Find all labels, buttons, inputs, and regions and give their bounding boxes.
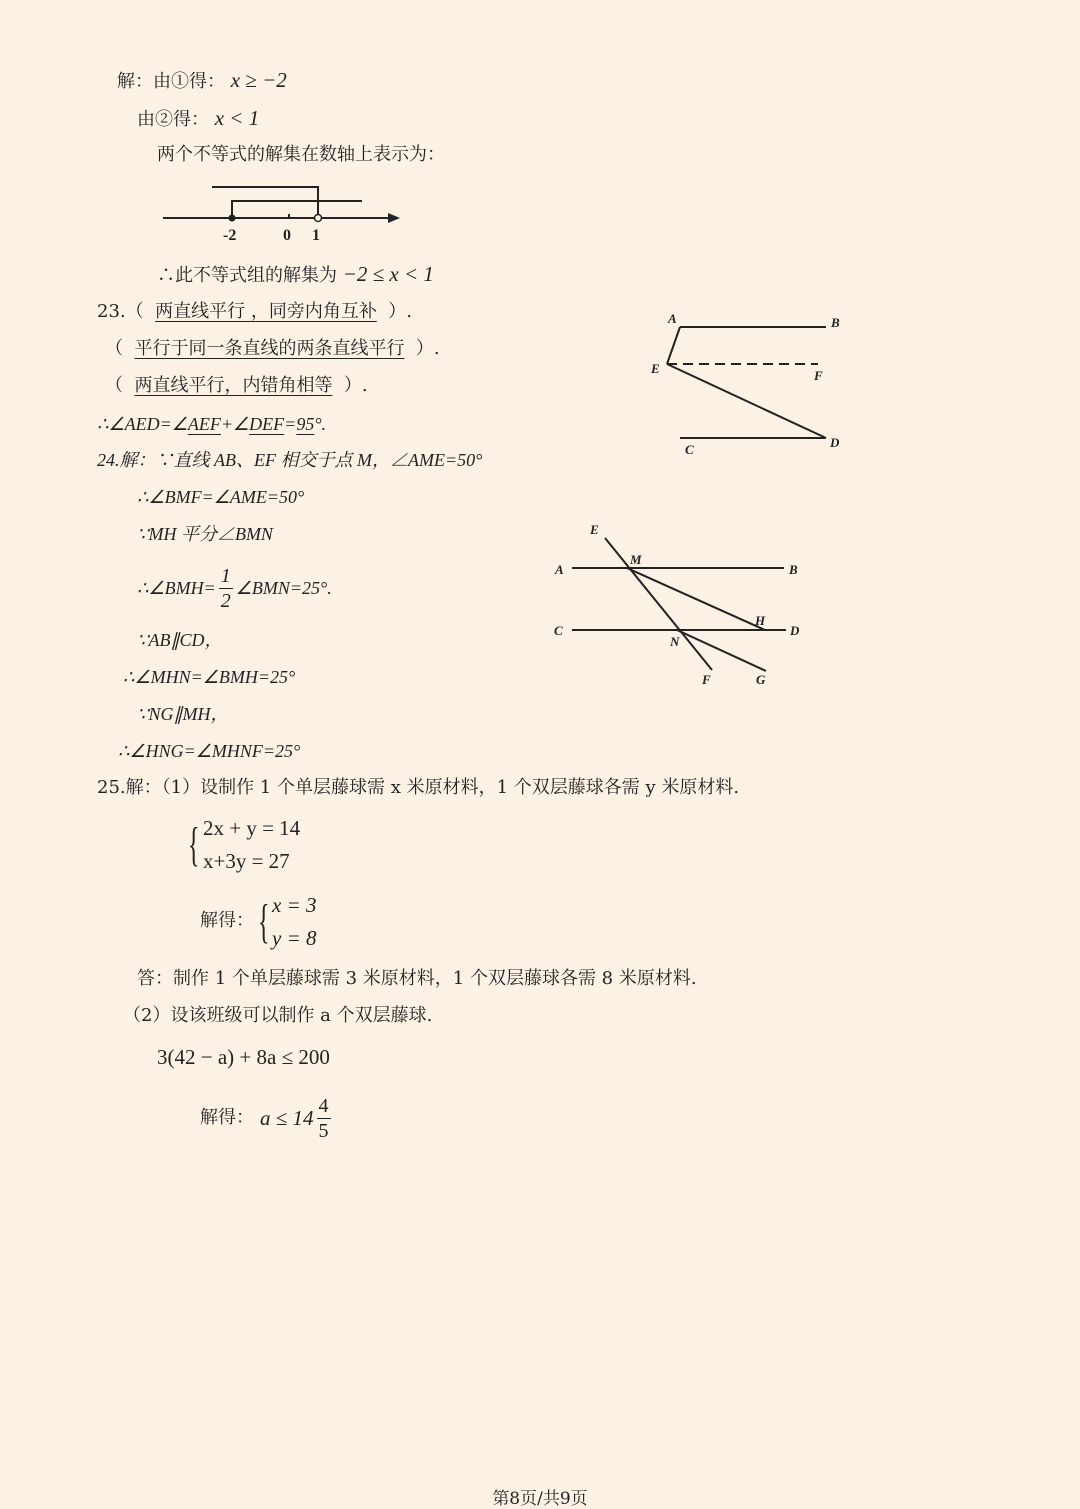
q25-result-den: 5 bbox=[318, 1119, 329, 1142]
q24-line5: ∵AB∥CD， bbox=[137, 630, 223, 650]
q25-line1: 25.解：（1）设制作 1 个单层藤球需 x 米原材料，1 个双层藤球各需 y 米原材料. bbox=[97, 777, 740, 798]
q24-fig-label-c: C bbox=[554, 623, 563, 638]
q23-number: 23. bbox=[97, 301, 126, 322]
q24-line4-a: ∴∠BMH= bbox=[137, 578, 216, 598]
q25-sol1: x = 3 bbox=[272, 893, 317, 917]
q23-final-suffix: °. bbox=[314, 414, 327, 434]
q24-line7: ∵NG∥MH， bbox=[137, 704, 229, 724]
q24-fraction-den: 2 bbox=[220, 589, 231, 612]
q24-fig-label-a: A bbox=[555, 562, 564, 577]
q23-line2: （ 平行于同一条直线的两条直线平行 ）. bbox=[105, 338, 440, 359]
q25-result-fraction bbox=[317, 1094, 331, 1143]
q25-system-brace: { bbox=[188, 818, 200, 871]
q23-fig-label-e: E bbox=[651, 361, 660, 376]
q23-blank3: 两直线平行，内错角相等 bbox=[134, 375, 333, 396]
q22-line3: 两个不等式的解集在数轴上表示为： bbox=[157, 144, 445, 165]
q24-line2: ∴∠BMF=∠AME=50° bbox=[137, 487, 305, 507]
q23-fig-label-d: D bbox=[830, 435, 840, 450]
q24-fraction-num: 1 bbox=[220, 564, 231, 587]
q24-line3: ∵MH 平分∠BMN bbox=[137, 524, 273, 544]
q25-solution-brace: { bbox=[258, 895, 270, 948]
q23-line3: （ 两直线平行，内错角相等 ）. bbox=[105, 375, 368, 396]
number-line-label-minus2: -2 bbox=[223, 227, 237, 244]
q23-final-eq: = bbox=[284, 414, 297, 434]
q24-line8: ∴∠HNG=∠MHNF=25° bbox=[118, 741, 301, 761]
q23-final-blank1: AEF bbox=[187, 414, 221, 434]
q25-inequality: 3(42 − a) + 8a ≤ 200 bbox=[157, 1045, 330, 1069]
q24-fig-label-m: M bbox=[630, 552, 642, 567]
q24-fig-label-b: B bbox=[789, 562, 798, 577]
q22-line2-text: 由②得： bbox=[137, 109, 209, 130]
q25-result-label: 解得： bbox=[200, 1107, 254, 1128]
q24-line1: 24.解：∵直线 AB、EF 相交于点 M，∠AME=50° bbox=[97, 450, 483, 470]
q23-fig-label-f: F bbox=[814, 368, 823, 383]
q23-blank2: 平行于同一条直线的两条直线平行 bbox=[134, 338, 405, 359]
q25-solve-label: 解得： bbox=[200, 910, 254, 931]
q24-line6: ∴∠MHN=∠BMH=25° bbox=[123, 667, 296, 687]
number-line-label-1: 1 bbox=[312, 227, 320, 244]
q24-fig-label-n: N bbox=[670, 634, 680, 649]
q24-fig-label-e: E bbox=[590, 522, 599, 537]
q25-result-prefix: a ≤ 14 bbox=[260, 1106, 314, 1130]
q24-fig-label-d: D bbox=[790, 623, 800, 638]
q22-line1-math: x ≥ −2 bbox=[230, 68, 287, 92]
q23-final-blank3: 95 bbox=[296, 414, 315, 434]
q22-line2-math: x < 1 bbox=[214, 106, 260, 130]
q23-fig-label-b: B bbox=[831, 315, 840, 330]
q24-line4-b: ∠BMN=25°. bbox=[235, 578, 332, 598]
q23-blank1: 两直线平行 ，同旁内角互补 bbox=[155, 301, 377, 322]
q22-line1-text: 解：由①得： bbox=[117, 71, 225, 92]
q25-eq1: 2x + y = 14 bbox=[203, 816, 301, 840]
q23-line1: 23.（ 两直线平行 ，同旁内角互补 ）. bbox=[97, 301, 412, 322]
q24-fig-label-f: F bbox=[702, 672, 711, 687]
q25-part2: （2）设该班级可以制作 a 个双层藤球. bbox=[123, 1005, 433, 1026]
q25-result-num: 4 bbox=[318, 1094, 329, 1117]
q22-conclusion-text: ∴此不等式组的解集为 bbox=[157, 265, 337, 286]
q25-answer: 答：制作 1 个单层藤球需 3 米原材料，1 个双层藤球各需 8 米原材料. bbox=[137, 968, 697, 989]
q23-final-plus: +∠ bbox=[220, 414, 250, 434]
q24-fig-label-g: G bbox=[756, 672, 766, 687]
q25-sol2: y = 8 bbox=[272, 926, 317, 950]
q23-fig-label-c: C bbox=[685, 442, 694, 457]
q25-result bbox=[200, 1090, 334, 1146]
q22-conclusion-math: −2 ≤ x < 1 bbox=[342, 262, 434, 286]
q23-fig-label-a: A bbox=[668, 311, 677, 326]
page-footer: 第8页/共9页 bbox=[492, 1489, 588, 1509]
q25-eq2: x+3y = 27 bbox=[203, 849, 290, 873]
q23-final-blank2: DEF bbox=[249, 414, 285, 434]
q24-fig-label-h: H bbox=[755, 613, 766, 628]
q23-final-prefix: ∴∠AED=∠ bbox=[97, 414, 188, 434]
number-line-label-0: 0 bbox=[283, 227, 291, 244]
